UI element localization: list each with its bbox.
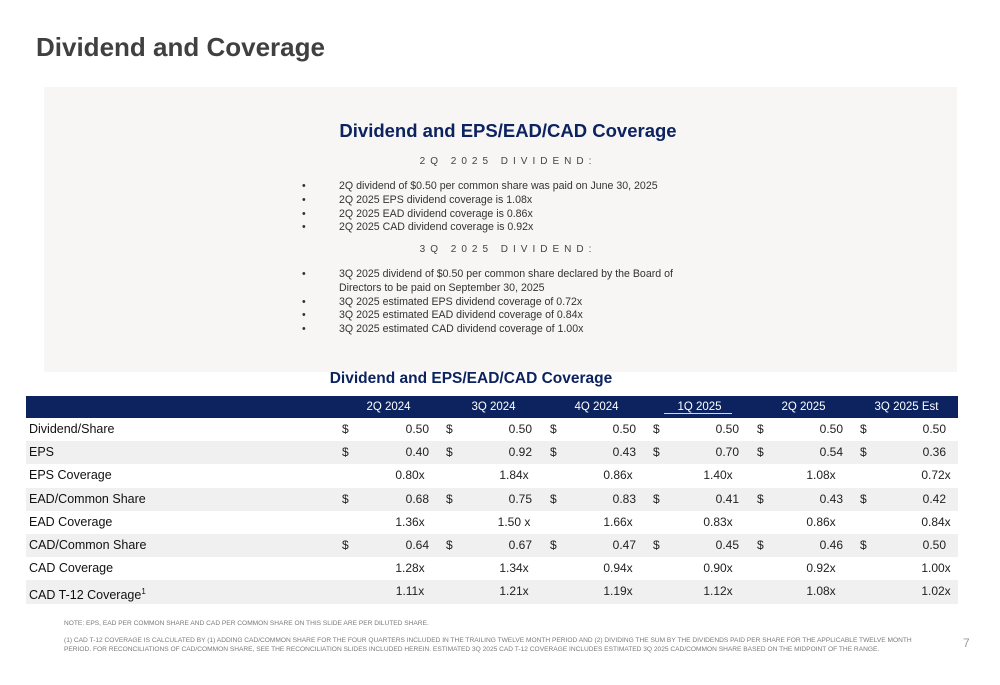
bullet-item	[300, 180, 720, 194]
table-row	[26, 418, 958, 441]
bullet-dot-icon: •	[302, 221, 306, 234]
table-cell: 0.83x	[703, 514, 733, 529]
table-cell: 0.64	[405, 537, 429, 552]
row-label-text: EAD Coverage	[29, 514, 113, 529]
table-cell: 0.41	[715, 491, 739, 506]
table-cell: 1.28x	[395, 561, 425, 576]
bullet-text: 2Q dividend of $0.50 per common share was paid on June 30, 2025	[339, 180, 658, 192]
table-cell: 1.08x	[806, 584, 836, 599]
table-cell: 0.36	[922, 445, 946, 460]
table-cell: 1.66x	[603, 514, 633, 529]
table-cell: 0.43	[819, 491, 843, 506]
bullet-item	[300, 208, 720, 222]
table-cell: 0.46	[819, 537, 843, 552]
currency-symbol: $	[342, 537, 349, 552]
table-cell: 1.84x	[499, 468, 529, 483]
column-header: 1Q 2025	[677, 401, 722, 413]
currency-symbol: $	[653, 445, 660, 460]
table-cell: 0.68	[405, 491, 429, 506]
row-label-text: Dividend/Share	[29, 422, 115, 436]
bullet-item	[300, 309, 720, 323]
bullet-text: 3Q 2025 estimated EPS dividend coverage of 0.72x	[339, 295, 583, 308]
currency-symbol: $	[653, 422, 660, 436]
footnote-note: NOTE: EPS, EAD PER COMMON SHARE AND CAD PER COMMON SHARE ON THIS SLIDE ARE PER DILUTED SHARE.	[64, 620, 429, 627]
table-row	[26, 464, 958, 487]
column-header: 2Q 2025	[781, 401, 826, 413]
bullet-text: Directors to be paid on September 30, 2025	[339, 281, 545, 294]
currency-symbol: $	[446, 422, 453, 436]
table-cell: 0.43	[612, 445, 636, 460]
table-cell: 1.40x	[703, 468, 733, 483]
row-label-text: EPS	[29, 445, 55, 460]
bullet-dot-icon: •	[302, 193, 306, 206]
row-label	[29, 488, 146, 511]
table-cell: 1.11x	[395, 584, 425, 599]
bullet-item	[300, 323, 720, 337]
table-cell: 0.54	[819, 445, 843, 460]
currency-symbol: $	[550, 491, 557, 506]
row-label	[29, 464, 112, 487]
table-cell: 0.50	[819, 422, 843, 436]
column-header: 3Q 2025 Est	[874, 401, 939, 413]
column-header: 4Q 2024	[574, 401, 619, 413]
currency-symbol: $	[550, 422, 557, 436]
row-label-text: CAD T-12 Coverage	[29, 588, 142, 603]
table-cell: 0.45	[715, 537, 739, 552]
currency-symbol: $	[757, 422, 764, 436]
bullet-text: 2Q 2025 EAD dividend coverage is 0.86x	[339, 207, 533, 220]
table-cell: 0.92	[508, 445, 532, 460]
table-cell: 0.50	[922, 422, 946, 436]
bullet-dot-icon: •	[302, 180, 306, 192]
table-row	[26, 488, 958, 511]
table-cell: 0.72x	[921, 468, 951, 483]
table-cell: 1.00x	[921, 561, 951, 576]
table-row	[26, 557, 958, 580]
currency-symbol: $	[757, 537, 764, 552]
table-cell: 1.21x	[499, 584, 529, 599]
bullet-item	[300, 296, 720, 310]
footnote-marker: 1	[141, 587, 146, 597]
table-cell: 0.84x	[921, 514, 951, 529]
currency-symbol: $	[860, 422, 867, 436]
table-cell: 1.02x	[921, 584, 951, 599]
table-cell: 1.12x	[703, 584, 733, 599]
row-label	[29, 580, 146, 607]
table-cell: 0.75	[508, 491, 532, 506]
bullet-dot-icon: •	[302, 309, 306, 322]
page-number: 7	[963, 636, 970, 650]
table-cell: 0.70	[715, 445, 739, 460]
currency-symbol: $	[860, 445, 867, 460]
footnote-detail: (1) CAD T-12 COVERAGE IS CALCULATED BY (1) ADDING CAD/COMMON SHARE FOR THE FOUR QUARTERS INCLUDED IN THE TRAILING TWELVE MONTH PERIOD AND (2) DIVIDING THE SUM BY THE DIVIDENDS PAID PER SHARE FOR THE APPLICABLE TWELVE MONTH PERIOD. FOR RECONCILIATIONS OF CAD/COMMON SHARE, SEE THE RECONCILIATION SLIDES INCLUDED HEREIN. ESTIMATED 3Q 2025 CAD T-12 COVERAGE INCLUDES ESTIMATED 3Q 2025 CAD/COMMON SHARE BASED ON THE MIDPOINT OF THE RANGE.	[64, 637, 912, 653]
currency-symbol: $	[342, 491, 349, 506]
currency-symbol: $	[446, 445, 453, 460]
table-body	[26, 418, 958, 604]
currency-symbol: $	[757, 445, 764, 460]
row-label	[29, 557, 113, 580]
section-heading-2q: 2Q 2025 DIVIDEND:	[419, 156, 597, 167]
table-cell: 0.47	[612, 537, 636, 552]
table-cell: 0.42	[922, 491, 946, 506]
currency-symbol: $	[342, 422, 349, 436]
table-cell: 0.50	[715, 422, 739, 436]
row-label	[29, 511, 112, 534]
table-cell: 0.50	[405, 422, 429, 436]
bullet-item	[300, 194, 720, 208]
bullet-dot-icon: •	[302, 268, 306, 280]
row-label-text: EPS Coverage	[29, 468, 112, 483]
bullet-dot-icon: •	[302, 207, 306, 220]
currency-symbol: $	[860, 537, 867, 552]
bullet-dot-icon: •	[302, 323, 306, 336]
table-title: Dividend and EPS/EAD/CAD Coverage	[329, 370, 613, 387]
table-cell: 0.86x	[603, 468, 633, 483]
row-label	[29, 418, 114, 441]
bullet-item	[300, 221, 720, 235]
currency-symbol: $	[550, 537, 557, 552]
currency-symbol: $	[653, 491, 660, 506]
bullet-list-3q	[300, 268, 720, 337]
currency-symbol: $	[550, 445, 557, 460]
table-cell: 0.83	[612, 491, 636, 506]
bullet-text: 2Q 2025 CAD dividend coverage is 0.92x	[339, 221, 534, 234]
bullet-text: 3Q 2025 estimated CAD dividend coverage of 1.00x	[339, 323, 584, 336]
currency-symbol: $	[860, 491, 867, 506]
table-cell: 0.67	[508, 537, 532, 552]
table-cell: 0.92x	[806, 561, 836, 576]
table-cell: 0.86x	[806, 514, 836, 529]
currency-symbol: $	[446, 537, 453, 552]
coverage-table	[26, 396, 958, 604]
table-row	[26, 511, 958, 534]
table-cell: 0.40	[405, 445, 429, 460]
currency-symbol: $	[653, 537, 660, 552]
bullet-list-2q	[300, 180, 720, 235]
table-cell: 1.36x	[395, 514, 425, 529]
table-header-row	[26, 396, 958, 418]
table-cell: 0.50	[612, 422, 636, 436]
table-cell: 1.19x	[603, 584, 633, 599]
table-cell: 1.34x	[499, 561, 529, 576]
row-label-text: EAD/Common Share	[29, 491, 146, 506]
table-cell: 1.50 x	[497, 514, 531, 529]
row-label-text: CAD Coverage	[29, 561, 114, 576]
table-cell: 0.90x	[703, 561, 733, 576]
currency-symbol: $	[446, 491, 453, 506]
table-cell: 0.94x	[603, 561, 633, 576]
header-underline	[664, 413, 732, 414]
table-row	[26, 534, 958, 557]
table-cell: 0.50	[508, 422, 532, 436]
currency-symbol: $	[757, 491, 764, 506]
row-label	[29, 441, 54, 464]
bullet-item	[300, 268, 720, 296]
column-header: 3Q 2024	[471, 401, 516, 413]
table-row	[26, 580, 958, 603]
table-cell: 1.08x	[806, 468, 836, 483]
currency-symbol: $	[342, 445, 349, 460]
page-title: Dividend and Coverage	[36, 32, 325, 62]
column-header: 2Q 2024	[366, 401, 411, 413]
bullet-text: 2Q 2025 EPS dividend coverage is 1.08x	[339, 193, 533, 206]
section-heading-3q: 3Q 2025 DIVIDEND:	[419, 244, 597, 255]
table-cell: 0.80x	[395, 468, 425, 483]
row-label	[29, 534, 146, 557]
row-label-text: CAD/Common Share	[29, 537, 147, 552]
bullet-text: 3Q 2025 estimated EAD dividend coverage of 0.84x	[339, 309, 583, 322]
panel-title: Dividend and EPS/EAD/CAD Coverage	[339, 120, 677, 141]
table-row	[26, 441, 958, 464]
table-cell: 0.50	[922, 537, 946, 552]
bullet-text: 3Q 2025 dividend of $0.50 per common share declared by the Board of	[339, 268, 673, 280]
bullet-dot-icon: •	[302, 295, 306, 308]
